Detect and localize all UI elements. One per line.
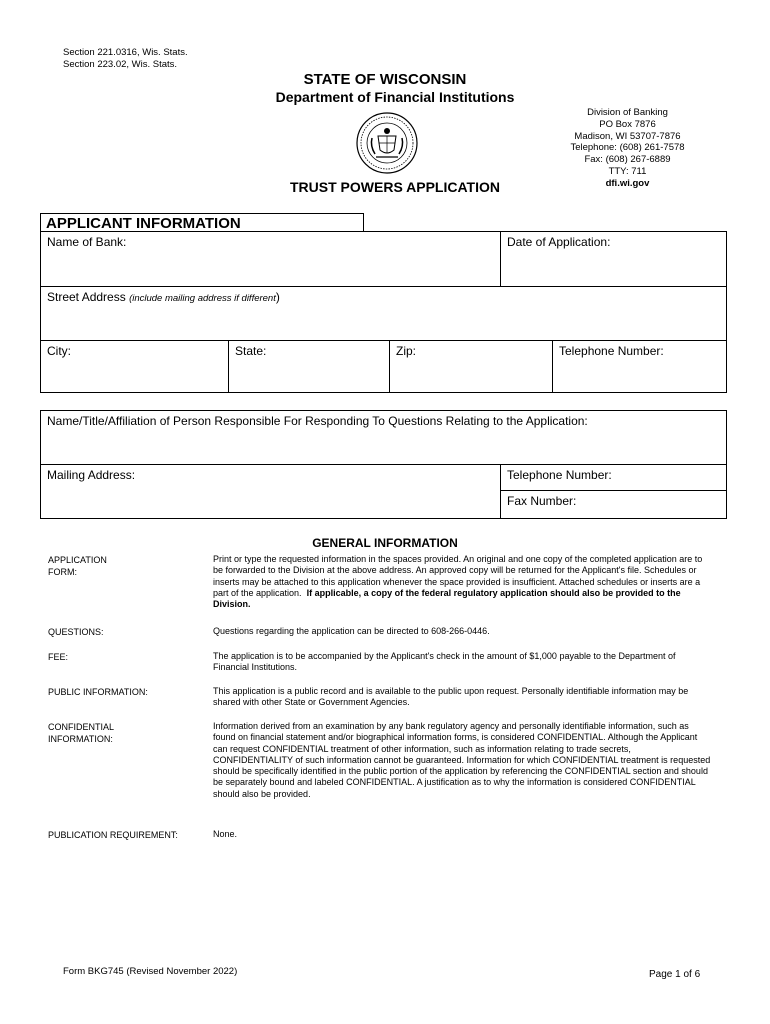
telephone-field[interactable]	[552, 340, 727, 393]
mailing-address-field[interactable]	[40, 464, 501, 519]
name-of-bank-label: Name of Bank:	[47, 235, 127, 249]
application-form-text: Print or type the requested information in the spaces provided. An original and one copy of the completed application are to be forwarded to the Division at the above address. An approved copy will be returned for the Applicant's file. Schedules or inserts may be attached to this application whenever the space provided is insufficient. Attached schedules or inserts are a part of the application. If applicable, a copy of the federal regulatory application should also be provided to the Division.	[213, 554, 703, 610]
state-field[interactable]	[228, 340, 390, 393]
publication-requirement-label: PUBLICATION REQUIREMENT:	[48, 830, 178, 840]
state-seal-icon	[356, 112, 418, 174]
division-fax: Fax: (608) 267-6889	[584, 154, 671, 166]
public-information-text: This application is a public record and is available to the public upon request. Personally identifiable information may be shared with other State or Government Agencies.	[213, 686, 689, 708]
statute-citation: Section 223.02, Wis. Stats.	[63, 59, 178, 70]
date-of-application-label: Date of Application:	[507, 235, 611, 249]
contact-fax-label: Fax Number:	[507, 494, 577, 508]
city-field[interactable]	[40, 340, 229, 393]
telephone-label: Telephone Number:	[559, 344, 664, 358]
state-label: State:	[235, 344, 267, 358]
zip-label: Zip:	[396, 344, 417, 358]
date-of-application-field[interactable]	[500, 231, 727, 287]
division-telephone: Telephone: (608) 261-7578	[570, 142, 685, 154]
division-city: Madison, WI 53707-7876	[574, 130, 681, 142]
fee-label: FEE:	[48, 652, 69, 662]
state-title: STATE OF WISCONSIN	[303, 71, 467, 88]
zip-field[interactable]	[389, 340, 553, 393]
street-address-note: (include mailing address if different	[129, 293, 276, 304]
street-address-label: Street Address (include mailing address if different)	[47, 290, 280, 304]
responsible-person-label: Name/Title/Affiliation of Person Responsible For Responding To Questions Relating to the Application:	[47, 414, 588, 428]
questions-text: Questions regarding the application can be directed to 608-266-0446.	[213, 626, 490, 636]
street-address-field[interactable]	[40, 286, 727, 341]
division-tty: TTY: 711	[608, 165, 647, 177]
applicant-section-title: APPLICANT INFORMATION	[40, 213, 364, 231]
public-information-label: PUBLIC INFORMATION:	[48, 687, 148, 697]
division-po-box: PO Box 7876	[599, 118, 656, 130]
fee-text: The application is to be accompanied by the Applicant's check in the amount of $1,000 payable to the Department of Financial Institutions.	[213, 651, 676, 673]
name-of-bank-field[interactable]	[40, 231, 501, 287]
form-title: TRUST POWERS APPLICATION	[290, 179, 500, 195]
mailing-address-label: Mailing Address:	[47, 468, 136, 482]
city-label: City:	[47, 344, 71, 358]
confidential-information-label: CONFIDENTIAL INFORMATION:	[48, 722, 115, 744]
page-number: Page 1 of 6	[649, 969, 701, 980]
responsible-person-field[interactable]	[40, 410, 727, 465]
contact-telephone-label: Telephone Number:	[507, 468, 612, 482]
contact-fax-field[interactable]	[500, 490, 727, 519]
department-title: Department of Financial Institutions	[275, 89, 515, 105]
form-number: Form BKG745 (Revised November 2022)	[63, 966, 238, 977]
division-name: Division of Banking	[587, 107, 668, 118]
application-form-label: APPLICATION FORM:	[48, 555, 107, 577]
division-contact-block	[540, 107, 715, 190]
general-information-title: GENERAL INFORMATION	[312, 536, 458, 550]
contact-telephone-field[interactable]	[500, 464, 727, 491]
federal-copy-note: If applicable, a copy of the federal regulatory application should also be provided to the Division.	[213, 587, 681, 610]
confidential-information-text: Information derived from an examination by any bank regulatory agency and personally identifiable information, such as found on financial statement and/or biographical information forms, is considered CONFIDENTIAL. Although the Applicant can request CONFIDENTIAL treatment of other information, such as information relating to trade secrets, CONFIDENTIALITY of such information cannot be guaranteed. Information for which CONFIDENTIAL treatment is requested should be specifically identified in the public portion of the application by referencing the CONFIDENTIAL section and should be separately bound and labeled CONFIDENTIAL. A justification as to why the information is considered CONFIDENTIAL should also be provided.	[213, 721, 711, 799]
division-website[interactable]: dfi.wi.gov	[605, 177, 650, 189]
publication-requirement-text: None.	[213, 829, 238, 839]
questions-label: QUESTIONS:	[48, 627, 104, 637]
statute-citation: Section 221.0316, Wis. Stats.	[63, 47, 188, 58]
